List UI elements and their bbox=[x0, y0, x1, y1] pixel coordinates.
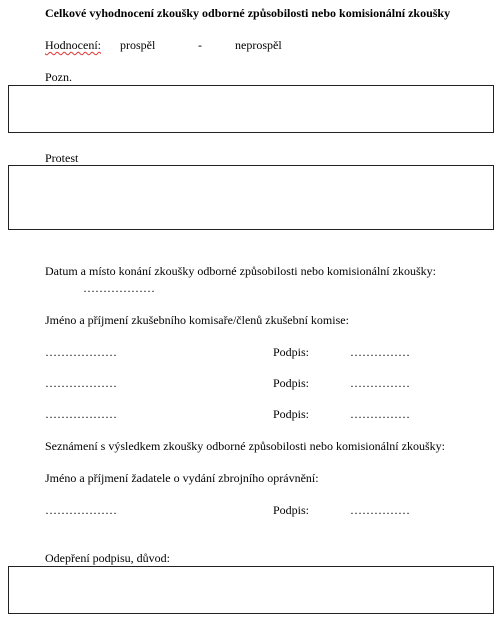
signature-label-2: Podpis: bbox=[273, 376, 310, 390]
protest-label: Protest bbox=[45, 151, 79, 165]
protest-box[interactable] bbox=[8, 165, 494, 230]
commission-name-field-1[interactable]: ……………… bbox=[45, 345, 117, 359]
signature-field-2[interactable]: …………… bbox=[350, 376, 410, 390]
date-place-field[interactable]: ……………… bbox=[83, 281, 155, 295]
date-place-label: Datum a místo konání zkoušky odborné způsobilosti nebo komisionální zkoušky: bbox=[45, 264, 436, 278]
commission-name-field-3[interactable]: ……………… bbox=[45, 407, 117, 421]
note-label: Pozn. bbox=[45, 70, 72, 84]
applicant-signature-field[interactable]: …………… bbox=[350, 503, 410, 517]
refusal-box[interactable] bbox=[8, 566, 494, 614]
signature-label-3: Podpis: bbox=[273, 407, 310, 421]
commission-label: Jméno a příjmení zkušebního komisaře/členů zkušební komise: bbox=[45, 313, 349, 327]
acquaint-label: Seznámení s výsledkem zkoušky odborné způsobilosti nebo komisionální zkoušky: bbox=[45, 439, 445, 453]
evaluation-separator: - bbox=[198, 38, 202, 52]
refusal-label: Odepření podpisu, důvod: bbox=[45, 551, 170, 565]
signature-field-3[interactable]: …………… bbox=[350, 407, 410, 421]
applicant-signature-label: Podpis: bbox=[273, 503, 310, 517]
evaluation-fail-option[interactable]: neprospěl bbox=[235, 38, 282, 52]
applicant-label: Jméno a příjmení žadatele o vydání zbrojního oprávnění: bbox=[45, 471, 319, 485]
evaluation-pass-option[interactable]: prospěl bbox=[120, 38, 156, 52]
signature-field-1[interactable]: …………… bbox=[350, 345, 410, 359]
commission-name-field-2[interactable]: ……………… bbox=[45, 376, 117, 390]
applicant-name-field[interactable]: ……………… bbox=[45, 503, 117, 517]
signature-label-1: Podpis: bbox=[273, 345, 310, 359]
note-box[interactable] bbox=[8, 85, 494, 133]
form-title: Celkové vyhodnocení zkoušky odborné způsobilosti nebo komisionální zkoušky bbox=[45, 6, 451, 20]
evaluation-label: Hodnocení: bbox=[45, 38, 101, 52]
